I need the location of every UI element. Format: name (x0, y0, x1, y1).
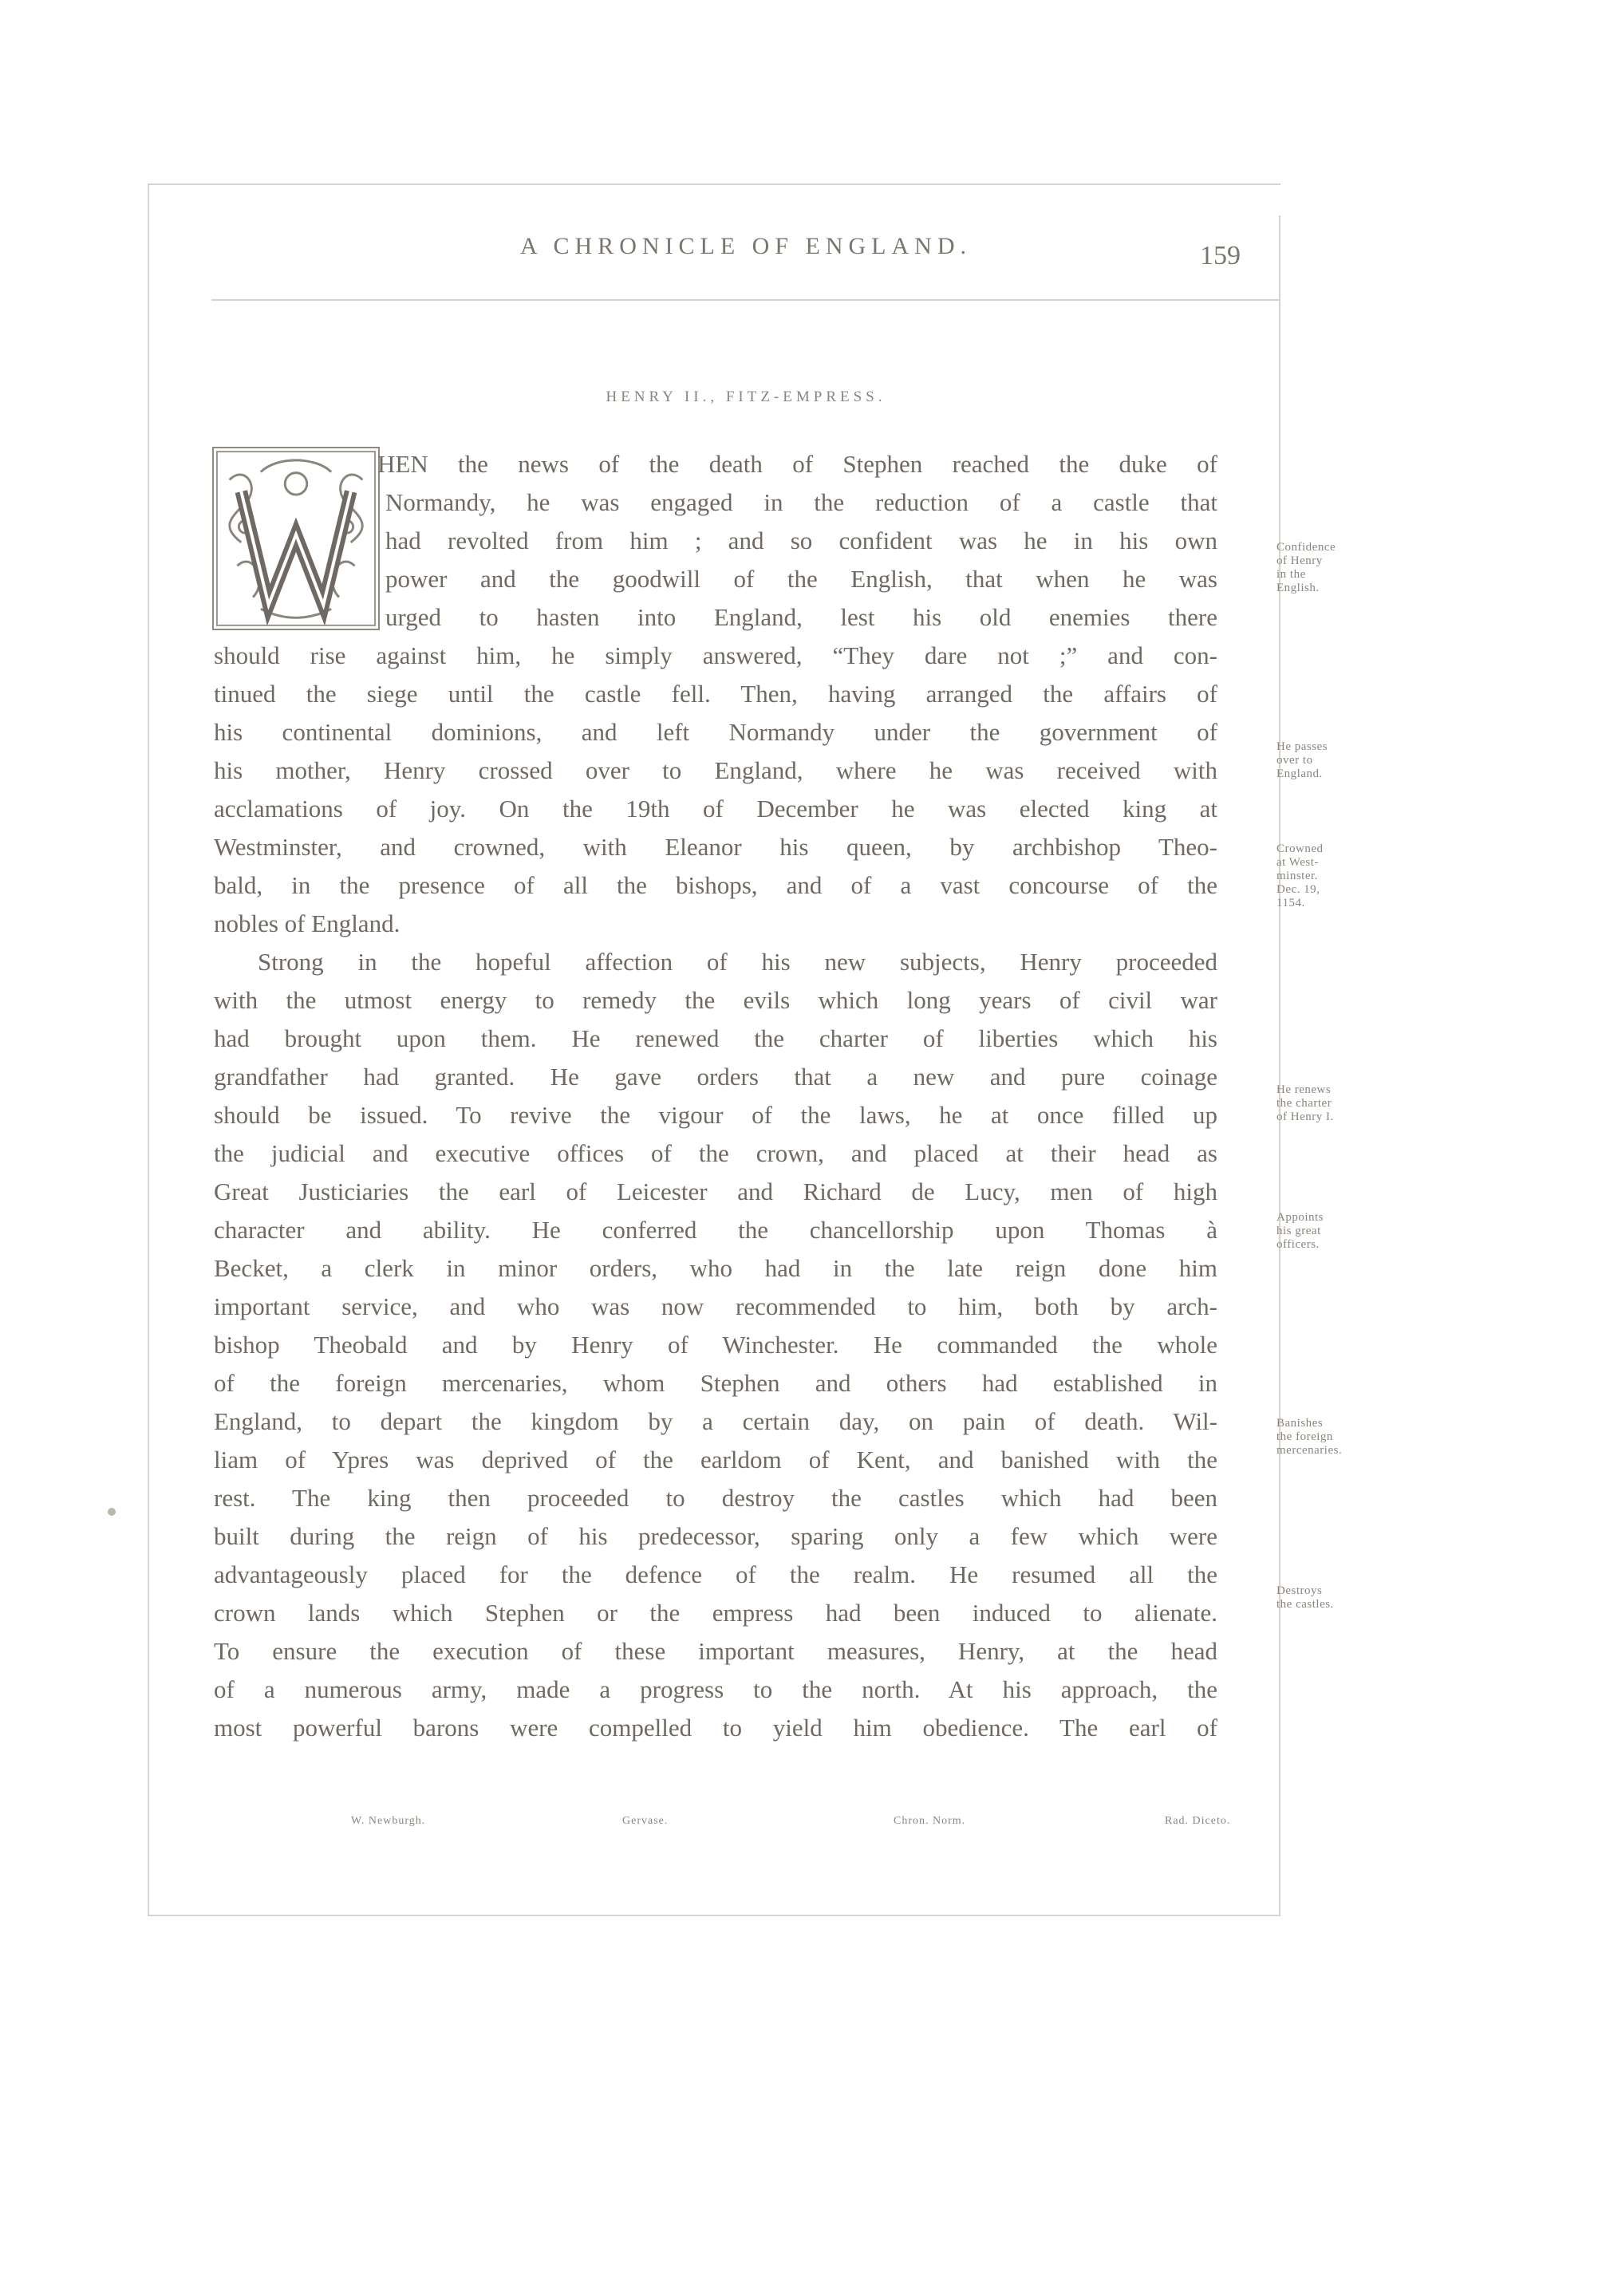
source-reference: Gervase. (622, 1815, 669, 1827)
side-note-line: Confidence (1276, 541, 1336, 554)
side-note-line: the foreign (1276, 1430, 1333, 1443)
body-line: tinued the siege until the castle fell. Then, having arranged the affairs of (214, 680, 1217, 708)
body-line: Becket, a clerk in minor orders, who had in the late reign done him (214, 1254, 1217, 1282)
body-line: England, to depart the kingdom by a certain day, on pain of death. Wil- (214, 1407, 1217, 1435)
source-reference: Chron. Norm. (894, 1815, 966, 1827)
body-line: liam of Ypres was deprived of the earldom of Kent, and banished with the (214, 1446, 1217, 1473)
body-line: Normandy, he was engaged in the reduction of a castle that (385, 488, 1217, 516)
body-line: urged to hasten into England, lest his old enemies there (385, 603, 1217, 631)
body-line: of a numerous army, made a progress to the north. At his approach, the (214, 1675, 1217, 1703)
side-note-line: Destroys (1276, 1584, 1323, 1597)
body-line: had revolted from him ; and so confident was he in his own (385, 527, 1217, 554)
source-reference: W. Newburgh. (351, 1815, 426, 1827)
body-line: his mother, Henry crossed over to England, where he was received with (214, 756, 1217, 784)
body-line: most powerful barons were compelled to yield him obedience. The earl of (214, 1714, 1217, 1742)
side-note-line: Appoints (1276, 1211, 1324, 1224)
header-rule (211, 299, 1280, 301)
side-note-charter (1276, 1083, 1420, 1124)
side-note-officers (1276, 1211, 1420, 1252)
body-line: the judicial and executive offices of the crown, and placed at their head as (214, 1139, 1217, 1167)
ink-spot (108, 1508, 116, 1516)
body-line: crown lands which Stephen or the empress had been induced to alienate. (214, 1599, 1217, 1627)
side-note-line: of Henry (1276, 554, 1323, 567)
body-line: rest. The king then proceeded to destroy the castles which had been (214, 1484, 1217, 1512)
side-note-line: Crowned (1276, 842, 1324, 855)
chapter-heading: HENRY II., FITZ-EMPRESS. (606, 389, 886, 405)
side-note-line: at West- (1276, 856, 1319, 869)
side-note-line: Banishes (1276, 1417, 1324, 1430)
side-note-line: England. (1276, 767, 1323, 780)
page-number: 159 (1200, 241, 1241, 270)
side-note-line: the charter (1276, 1097, 1332, 1110)
side-note-line: of Henry I. (1276, 1111, 1334, 1123)
ornamental-drop-cap (212, 447, 380, 630)
page-frame-left-rule (148, 183, 149, 1915)
drop-cap-w-ornament (214, 448, 378, 629)
body-line: Westminster, and crowned, with Eleanor his queen, by archbishop Theo- (214, 833, 1217, 861)
body-line: should rise against him, he simply answered, “They dare not ;” and con- (214, 641, 1217, 669)
body-line: important service, and who was now recommended to him, both by arch- (214, 1292, 1217, 1320)
body-line: of the foreign mercenaries, whom Stephen and others had established in (214, 1369, 1217, 1397)
source-references (351, 1815, 1404, 1828)
body-line: had brought upon them. He renewed the charter of liberties which his (214, 1024, 1217, 1052)
page-frame-top-rule (148, 183, 1280, 185)
body-line: acclamations of joy. On the 19th of December he was elected king at (214, 795, 1217, 823)
body-line: nobles of England. (214, 909, 400, 937)
side-note-line: the castles. (1276, 1598, 1334, 1611)
running-head: A CHRONICLE OF ENGLAND. (520, 233, 972, 259)
body-line: bishop Theobald and by Henry of Winchester. He commanded the whole (214, 1331, 1217, 1359)
side-note-line: over to (1276, 754, 1313, 767)
side-note-crowned (1276, 842, 1420, 910)
side-note-confidence (1276, 541, 1420, 595)
body-line: his continental dominions, and left Normandy under the government of (214, 718, 1217, 746)
side-note-passes-over (1276, 740, 1420, 781)
body-line: character and ability. He conferred the chancellorship upon Thomas à (214, 1216, 1217, 1244)
source-reference: Rad. Diceto. (1165, 1815, 1231, 1827)
body-line: should be issued. To revive the vigour of the laws, he at once filled up (214, 1101, 1217, 1129)
body-line: bald, in the presence of all the bishops, and of a vast concourse of the (214, 871, 1217, 899)
body-line: with the utmost energy to remedy the evils which long years of civil war (214, 986, 1217, 1014)
side-note-line: He passes (1276, 740, 1328, 753)
body-line: power and the goodwill of the English, that when he was (385, 565, 1217, 593)
side-note-line: officers. (1276, 1238, 1320, 1251)
body-line: grandfather had granted. He gave orders that a new and pure coinage (214, 1063, 1217, 1091)
body-line: Great Justiciaries the earl of Leicester and Richard de Lucy, men of high (214, 1178, 1217, 1205)
body-line: built during the reign of his predecessor, sparing only a few which were (214, 1522, 1217, 1550)
footer-rule (148, 1915, 1280, 1916)
body-line: Strong in the hopeful affection of his new subjects, Henry proceeded (258, 948, 1217, 976)
page-frame-right-rule (1279, 215, 1280, 1915)
side-note-line: minster. (1276, 870, 1318, 882)
body-line: To ensure the execution of these important measures, Henry, at the head (214, 1637, 1217, 1665)
side-note-mercenaries (1276, 1417, 1420, 1458)
side-note-line: He renews (1276, 1083, 1332, 1096)
side-note-line: his great (1276, 1225, 1321, 1237)
side-note-line: in the (1276, 568, 1306, 581)
side-note-castles (1276, 1584, 1420, 1612)
side-note-line: Dec. 19, (1276, 883, 1320, 896)
body-line: HEN the news of the death of Stephen reached the duke of (377, 450, 1217, 478)
side-note-line: English. (1276, 582, 1320, 594)
side-note-line: mercenaries. (1276, 1444, 1343, 1457)
side-note-line: 1154. (1276, 897, 1305, 909)
body-line: advantageously placed for the defence of the realm. He resumed all the (214, 1560, 1217, 1588)
